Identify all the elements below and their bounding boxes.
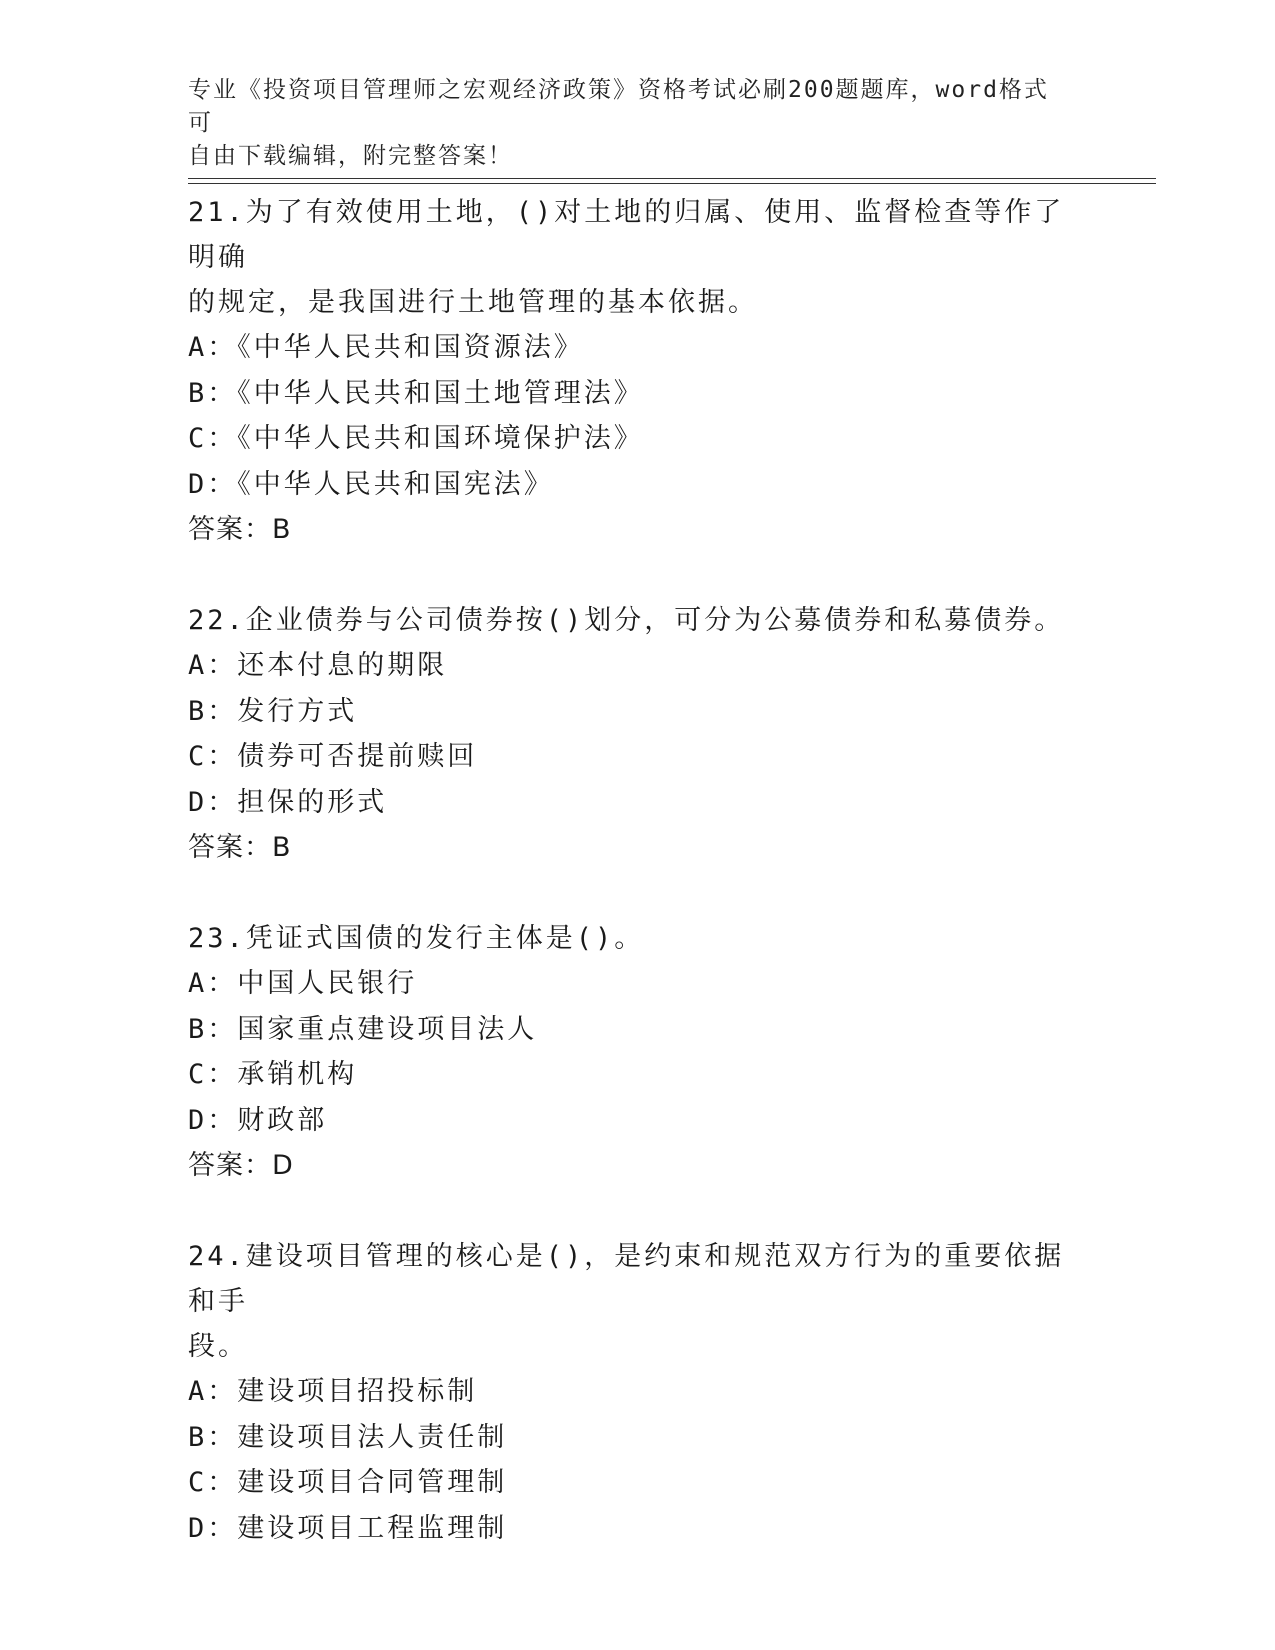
question-stem-line-1: 24.建设项目管理的核心是()，是约束和规范双方行为的重要依据和手 <box>188 1241 1065 1317</box>
header-divider-bottom <box>188 183 1156 184</box>
question-spacer <box>188 552 1088 596</box>
question-stem <box>188 914 1088 961</box>
option-d: D：《中华人民共和国宪法》 <box>188 468 554 500</box>
option-a: A：还本付息的期限 <box>188 650 448 681</box>
option-b: B：国家重点建设项目法人 <box>188 1013 538 1045</box>
answer-label: 答案：B <box>188 832 292 863</box>
option-d: D：担保的形式 <box>188 786 388 818</box>
option-b: B：发行方式 <box>188 695 358 727</box>
question-stem-line-2: 的规定，是我国进行土地管理的基本依据。 <box>188 287 758 318</box>
question-list <box>188 188 1088 1551</box>
question-stem-line-2: 段。 <box>188 1331 248 1362</box>
option-d: D：建设项目工程监理制 <box>188 1512 508 1544</box>
question-21 <box>188 188 1088 552</box>
option-c: C：建设项目合同管理制 <box>188 1467 508 1498</box>
question-stem <box>188 1232 1088 1369</box>
question-stem-line-1: 22.企业债券与公司债券按()划分，可分为公募债券和私募债券。 <box>188 605 1065 636</box>
option-b: B：《中华人民共和国土地管理法》 <box>188 377 644 409</box>
option-d: D：财政部 <box>188 1104 328 1136</box>
question-23 <box>188 914 1088 1188</box>
option-c: C：承销机构 <box>188 1059 358 1090</box>
option-a: A：《中华人民共和国资源法》 <box>188 332 584 363</box>
question-stem <box>188 596 1088 643</box>
question-spacer <box>188 870 1088 914</box>
question-22 <box>188 596 1088 870</box>
option-a: A：建设项目招投标制 <box>188 1376 478 1407</box>
question-24 <box>188 1232 1088 1551</box>
option-c: C：债券可否提前赎回 <box>188 741 478 772</box>
answer-label: 答案：B <box>188 514 292 545</box>
option-c: C：《中华人民共和国环境保护法》 <box>188 423 644 454</box>
header-line-2: 自由下载编辑，附完整答案！ <box>188 143 513 169</box>
question-stem <box>188 188 1088 325</box>
option-a: A：中国人民银行 <box>188 968 418 999</box>
option-b: B：建设项目法人责任制 <box>188 1421 508 1453</box>
question-stem-line-1: 23.凭证式国债的发行主体是()。 <box>188 923 645 954</box>
question-spacer <box>188 1188 1088 1232</box>
header-divider-top <box>188 178 1156 179</box>
answer-label: 答案：D <box>188 1150 294 1181</box>
header-line-1: 专业《投资项目管理师之宏观经济政策》资格考试必刷200题题库，word格式可 <box>188 77 1049 136</box>
document-header <box>188 74 1068 173</box>
question-stem-line-1: 21.为了有效使用土地，()对土地的归属、使用、监督检查等作了明确 <box>188 197 1065 273</box>
